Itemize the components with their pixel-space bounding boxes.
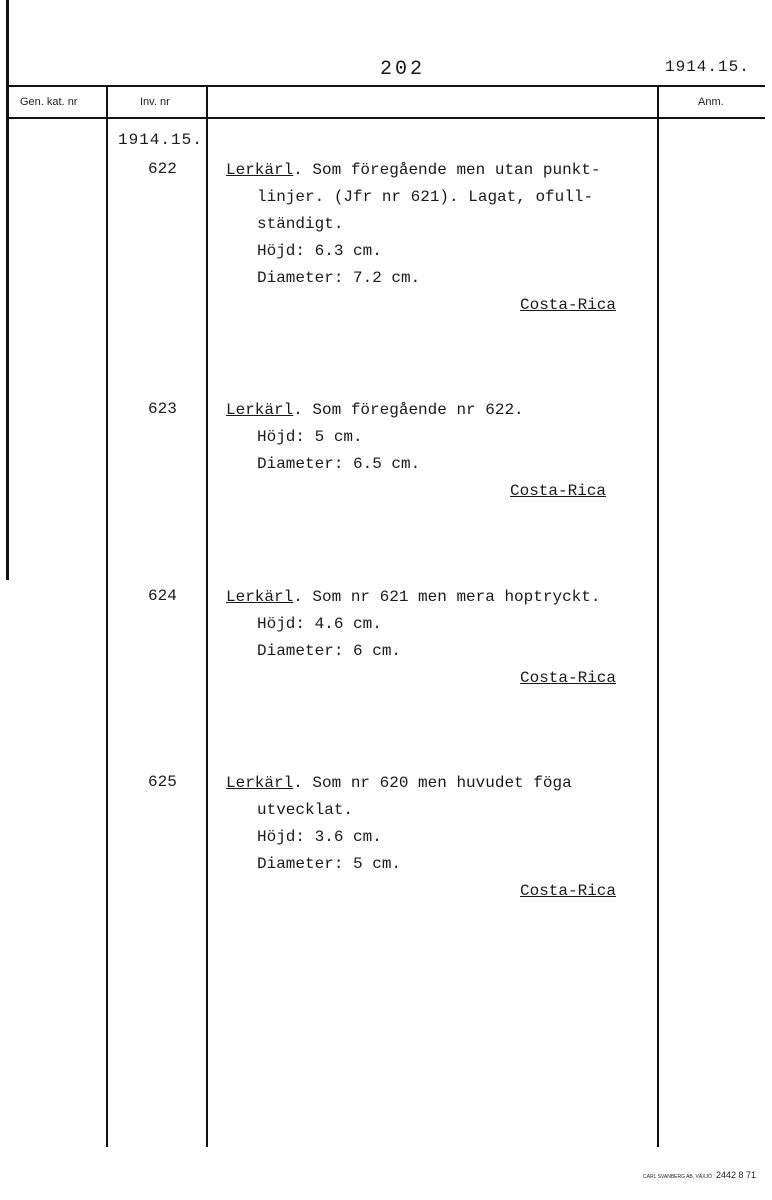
form-code: 2442 8 71 bbox=[715, 1170, 756, 1180]
inventory-number: 622 bbox=[148, 160, 177, 178]
column-header-gen-kat-nr: Gen. kat. nr bbox=[20, 96, 78, 108]
entry-first-line bbox=[226, 397, 646, 424]
column-header-inv-nr: Inv. nr bbox=[140, 96, 170, 108]
inventory-series-number: 1914.15. bbox=[118, 131, 203, 149]
binding-edge bbox=[6, 0, 9, 580]
entry-location: Costa-Rica bbox=[519, 669, 616, 687]
entry-title: Lerkärl bbox=[226, 401, 294, 419]
column-divider-inv bbox=[206, 87, 208, 1147]
catalog-entry bbox=[226, 584, 646, 692]
entry-height: Höjd: 4.6 cm. bbox=[257, 615, 382, 633]
entry-height: Höjd: 5 cm. bbox=[257, 428, 363, 446]
column-divider-gen-kat bbox=[106, 87, 108, 1147]
inventory-number: 624 bbox=[148, 587, 177, 605]
entry-diameter: Diameter: 5 cm. bbox=[257, 855, 402, 873]
entry-first-line bbox=[226, 584, 646, 611]
inventory-number: 625 bbox=[148, 773, 177, 791]
entry-location: Costa-Rica bbox=[509, 482, 606, 500]
entry-title: Lerkärl bbox=[226, 774, 294, 792]
column-divider-anm bbox=[657, 87, 659, 1147]
entry-diameter: Diameter: 6 cm. bbox=[257, 642, 402, 660]
entry-first-line bbox=[226, 770, 646, 797]
entry-description: . Som nr 621 men mera hoptryckt. bbox=[293, 588, 601, 606]
entry-diameter: Diameter: 7.2 cm. bbox=[257, 269, 421, 287]
entry-line: linjer. (Jfr nr 621). Lagat, ofull- bbox=[257, 188, 594, 206]
column-header-anm: Anm. bbox=[698, 96, 724, 108]
entry-title: Lerkärl bbox=[226, 588, 294, 606]
entry-location: Costa-Rica bbox=[519, 882, 616, 900]
entry-diameter: Diameter: 6.5 cm. bbox=[257, 455, 421, 473]
catalog-entry bbox=[226, 157, 646, 319]
entry-title: Lerkärl bbox=[226, 161, 294, 179]
header-bottom-rule bbox=[8, 117, 765, 119]
entry-line: ständigt. bbox=[257, 215, 344, 233]
accession-number-header: 1914.15. bbox=[665, 58, 750, 76]
inventory-number: 623 bbox=[148, 400, 177, 418]
catalog-entry bbox=[226, 397, 646, 505]
entry-description: . Som nr 620 men huvudet föga bbox=[293, 774, 572, 792]
entry-line: utvecklat. bbox=[257, 801, 354, 819]
page-number: 202 bbox=[380, 58, 426, 81]
entry-description: . Som föregående nr 622. bbox=[293, 401, 524, 419]
printer-name: CARL SVANBERG AB, VÄXJÖ bbox=[643, 1174, 712, 1180]
entry-first-line bbox=[226, 157, 646, 184]
header-top-rule bbox=[8, 85, 765, 87]
printer-footer bbox=[643, 1170, 756, 1180]
entry-height: Höjd: 6.3 cm. bbox=[257, 242, 382, 260]
entry-location: Costa-Rica bbox=[519, 296, 616, 314]
entry-height: Höjd: 3.6 cm. bbox=[257, 828, 382, 846]
catalog-entry bbox=[226, 770, 646, 905]
entry-description: . Som föregående men utan punkt- bbox=[293, 161, 601, 179]
